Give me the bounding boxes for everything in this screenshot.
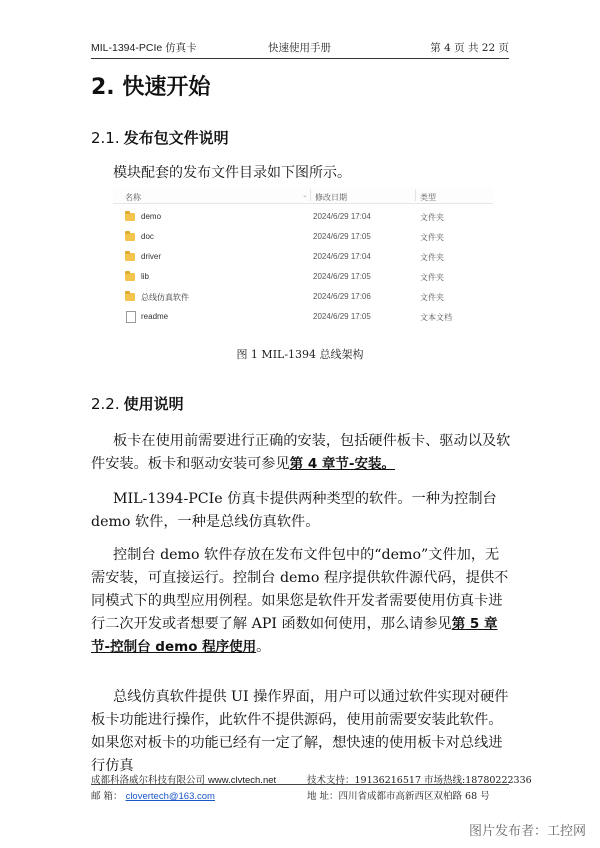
section-number: 2.2. <box>91 395 120 413</box>
section-intro: 模块配套的发布文件目录如下图所示。 <box>113 165 351 181</box>
file-row[interactable] <box>113 287 493 307</box>
file-type: 文本文档 <box>420 313 452 322</box>
file-type: 文件夹 <box>420 213 444 222</box>
file-type: 文件夹 <box>420 253 444 262</box>
file-date: 2024/6/29 17:05 <box>313 272 371 281</box>
file-type: 文件夹 <box>420 233 444 242</box>
file-date: 2024/6/29 17:04 <box>313 212 371 221</box>
chapter-5-link[interactable]: 第 5 章节-控制台 demo 程序使用 <box>91 616 498 655</box>
footer-address: 地 址：四川省成都市高新西区双柏路 68 号 <box>307 791 490 802</box>
header-page-number: 第 4 页 共 22 页 <box>430 42 509 54</box>
file-row[interactable] <box>113 307 493 327</box>
column-divider <box>310 189 311 201</box>
column-header-type[interactable]: 类型 <box>420 193 436 202</box>
header-product: MIL-1394-PCIe 仿真卡 <box>91 42 197 54</box>
file-name: 总线仿真软件 <box>141 293 189 302</box>
footer-email <box>91 788 215 802</box>
column-header-row <box>113 187 493 204</box>
paragraph-text: 控制台 demo 软件存放在发布文件包中的“demo”文件加，无需安装，可直接运行。控制台 demo 程序提供软件源代码，提供不同模式下的典型应用例程。如果您是软件开发者需要使用仿真卡进行二次开发或者想要了解 API 函数如何使用，那么请参见 <box>91 547 509 632</box>
section-title: 发布包文件说明 <box>123 129 229 147</box>
publisher-watermark: 图片发布者：工控网 <box>468 824 586 839</box>
company-name: 成都科洛威尔科技有限公司 <box>91 775 206 786</box>
column-header-date[interactable]: 修改日期 <box>315 193 347 202</box>
folder-icon <box>125 253 135 261</box>
file-name: readme <box>141 312 169 321</box>
file-row[interactable] <box>113 207 493 227</box>
column-divider <box>415 189 416 201</box>
chapter-title: 2. 快速开始 <box>91 75 211 100</box>
sort-chevron-icon: ⌄ <box>302 192 308 199</box>
website-link[interactable]: www.clvtech.net <box>208 775 277 786</box>
paragraph-software-types: MIL-1394-PCIe 仿真卡提供两种类型的软件。一种为控制台 demo 软件，一种是总线仿真软件。 <box>91 491 497 530</box>
file-row[interactable] <box>113 247 493 267</box>
footer-support: 技术支持：19136216517 市场热线:18780222336 <box>307 775 532 786</box>
file-explorer-list <box>113 187 493 333</box>
file-name: doc <box>141 232 154 241</box>
section-heading-2-2 <box>91 393 184 414</box>
file-date: 2024/6/29 17:06 <box>313 292 371 301</box>
header-manual-title: 快速使用手册 <box>268 42 331 54</box>
email-link[interactable]: clovertech@163.com <box>125 791 215 802</box>
footer-divider <box>91 784 509 785</box>
text-document-icon <box>126 311 136 323</box>
file-name: demo <box>141 212 162 221</box>
figure-caption: 图 1 MIL-1394 总线架构 <box>236 348 364 361</box>
header-divider <box>91 58 509 59</box>
paragraph-installation <box>91 430 511 476</box>
folder-icon <box>125 293 135 301</box>
folder-icon <box>125 233 135 241</box>
file-type: 文件夹 <box>420 293 444 302</box>
email-label: 邮 箱： <box>91 791 123 802</box>
folder-icon <box>125 213 135 221</box>
section-heading-2-1 <box>91 127 229 148</box>
file-date: 2024/6/29 17:04 <box>313 252 371 261</box>
paragraph-bus-simulation: 总线仿真软件提供 UI 操作界面，用户可以通过软件实现对硬件板卡功能进行操作，此软件不提供源码，使用前需要安装此软件。如果您对板卡的功能已经有一定了解，想快速的使用板卡对总线进行仿真 <box>91 689 509 774</box>
column-header-name[interactable]: 名称 <box>125 193 141 202</box>
section-number: 2.1. <box>91 129 120 147</box>
file-type: 文件夹 <box>420 273 444 282</box>
page-header <box>91 40 509 58</box>
file-date: 2024/6/29 17:05 <box>313 232 371 241</box>
chapter-4-link[interactable]: 第 4 章节-安装。 <box>289 456 396 472</box>
folder-icon <box>125 273 135 281</box>
file-row[interactable] <box>113 227 493 247</box>
section-title: 使用说明 <box>123 395 184 413</box>
paragraph-console-demo <box>91 544 511 659</box>
file-name: driver <box>141 252 162 261</box>
file-date: 2024/6/29 17:05 <box>313 312 371 321</box>
paragraph-text: 板卡在使用前需要进行正确的安装，包括硬件板卡、驱动以及软件安装。板卡和驱动安装可参见 <box>91 433 511 472</box>
file-name: lib <box>141 272 150 281</box>
paragraph-text: 。 <box>256 639 271 655</box>
file-row[interactable] <box>113 267 493 287</box>
